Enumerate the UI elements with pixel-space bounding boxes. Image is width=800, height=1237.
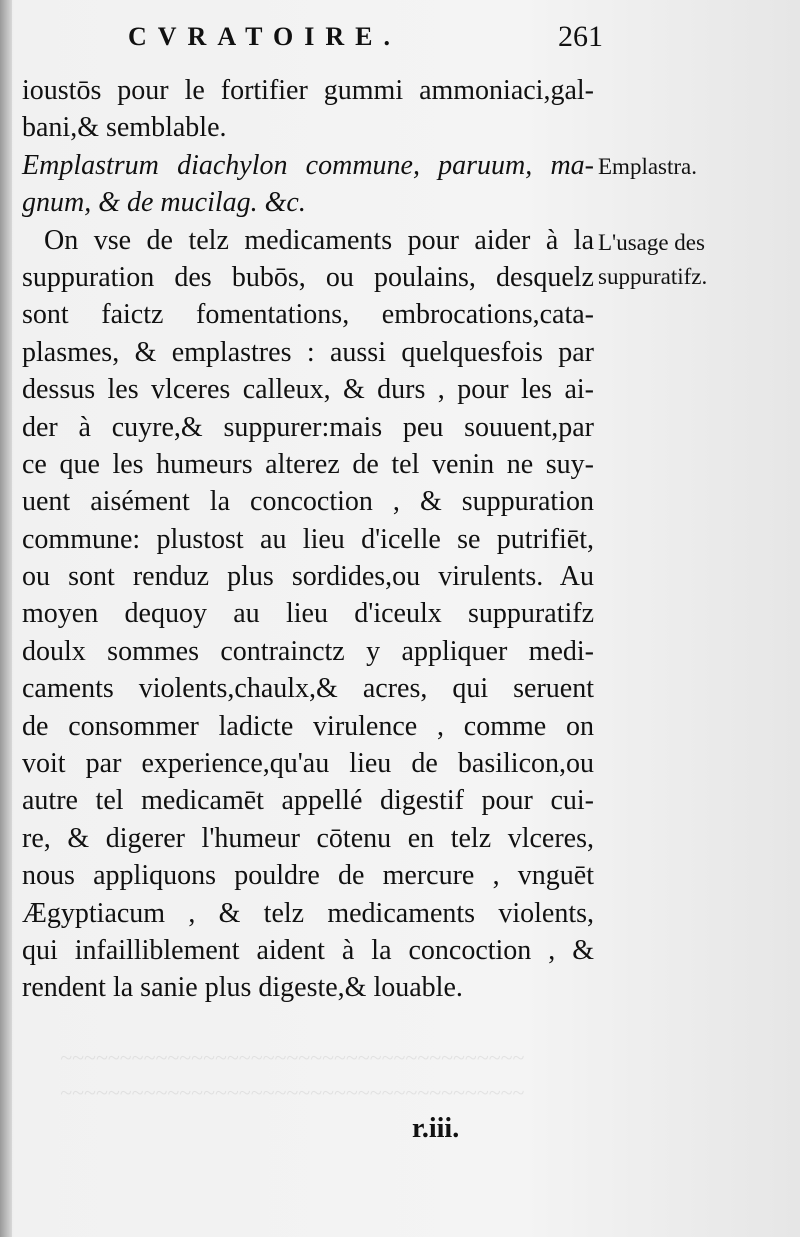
text-line-recipe: Emplastrum diachylon commune, paruum, ma-	[22, 149, 594, 181]
margin-notes	[598, 150, 798, 294]
text-line: ce que les humeurs alterez de tel venin ne suy-	[22, 448, 594, 480]
text-line: ioustōs pour le fortifier gummi ammoniaci,gal-	[22, 75, 594, 106]
text-line: Ægyptiacum , & telz medicaments violents,	[22, 897, 594, 929]
text-line: plasmes, & emplastres : aussi quelquesfois par	[22, 336, 594, 368]
text-line: de consommer ladicte virulence , comme on	[22, 710, 594, 742]
text-line: moyen dequoy au lieu d'iceulx suppuratifz	[22, 598, 594, 630]
text-line: der à cuyre,& suppurer:mais peu souuent,par	[22, 411, 594, 443]
text-line: suppuration des bubōs, ou poulains, desquelz	[22, 261, 594, 293]
signature-mark: r.iii.	[412, 1113, 460, 1144]
margin-note-emplastra: Emplastra.	[598, 154, 697, 179]
bleed-through-texture: ~~~~~~~~~~~~~~~~~~~~~~~~~~~~~~~~~~~~~~~	[60, 1045, 525, 1070]
text-line: dessus les vlceres calleux, & durs , pour les ai-	[22, 374, 594, 406]
margin-note-usage: L'usage des suppuratifz.	[598, 230, 708, 289]
text-line: doulx sommes contrainctz y appliquer medi-	[22, 635, 594, 667]
text-line: ou sont renduz plus sordides,ou virulents. Au	[22, 561, 594, 593]
text-line: autre tel medicamēt appellé digestif pour cui-	[22, 785, 594, 817]
text-line: uent aisément la concoction , & suppuration	[22, 486, 594, 518]
page-number: 261	[558, 20, 603, 53]
text-line: caments violents,chaulx,& acres, qui seruent	[22, 673, 594, 705]
text-line: nous appliquons pouldre de mercure , vnguēt	[22, 860, 594, 892]
text-line: bani,& semblable.	[22, 112, 227, 144]
text-line: re, & digerer l'humeur cōtenu en telz vlceres,	[22, 822, 594, 854]
text-line-recipe: gnum, & de mucilag. &c.	[22, 187, 306, 219]
text-line: rendent la sanie plus digeste,& louable.	[22, 972, 463, 1004]
text-line: commune: plustost au lieu d'icelle se putrifiēt,	[22, 523, 594, 555]
text-line: sont faictz fomentations, embrocations,cata-	[22, 299, 594, 331]
text-line: voit par experience,qu'au lieu de basilicon,ou	[22, 748, 594, 780]
text-line: qui infailliblement aident à la concoction , &	[22, 934, 594, 966]
body-text	[22, 72, 594, 1007]
bleed-through-texture: ~~~~~~~~~~~~~~~~~~~~~~~~~~~~~~~~~~~~~~~	[60, 1080, 525, 1105]
running-head: CVRATOIRE.	[128, 22, 402, 51]
text-line: On vse de telz medicaments pour aider à la	[44, 224, 594, 256]
page-gutter-shadow	[0, 0, 12, 1237]
